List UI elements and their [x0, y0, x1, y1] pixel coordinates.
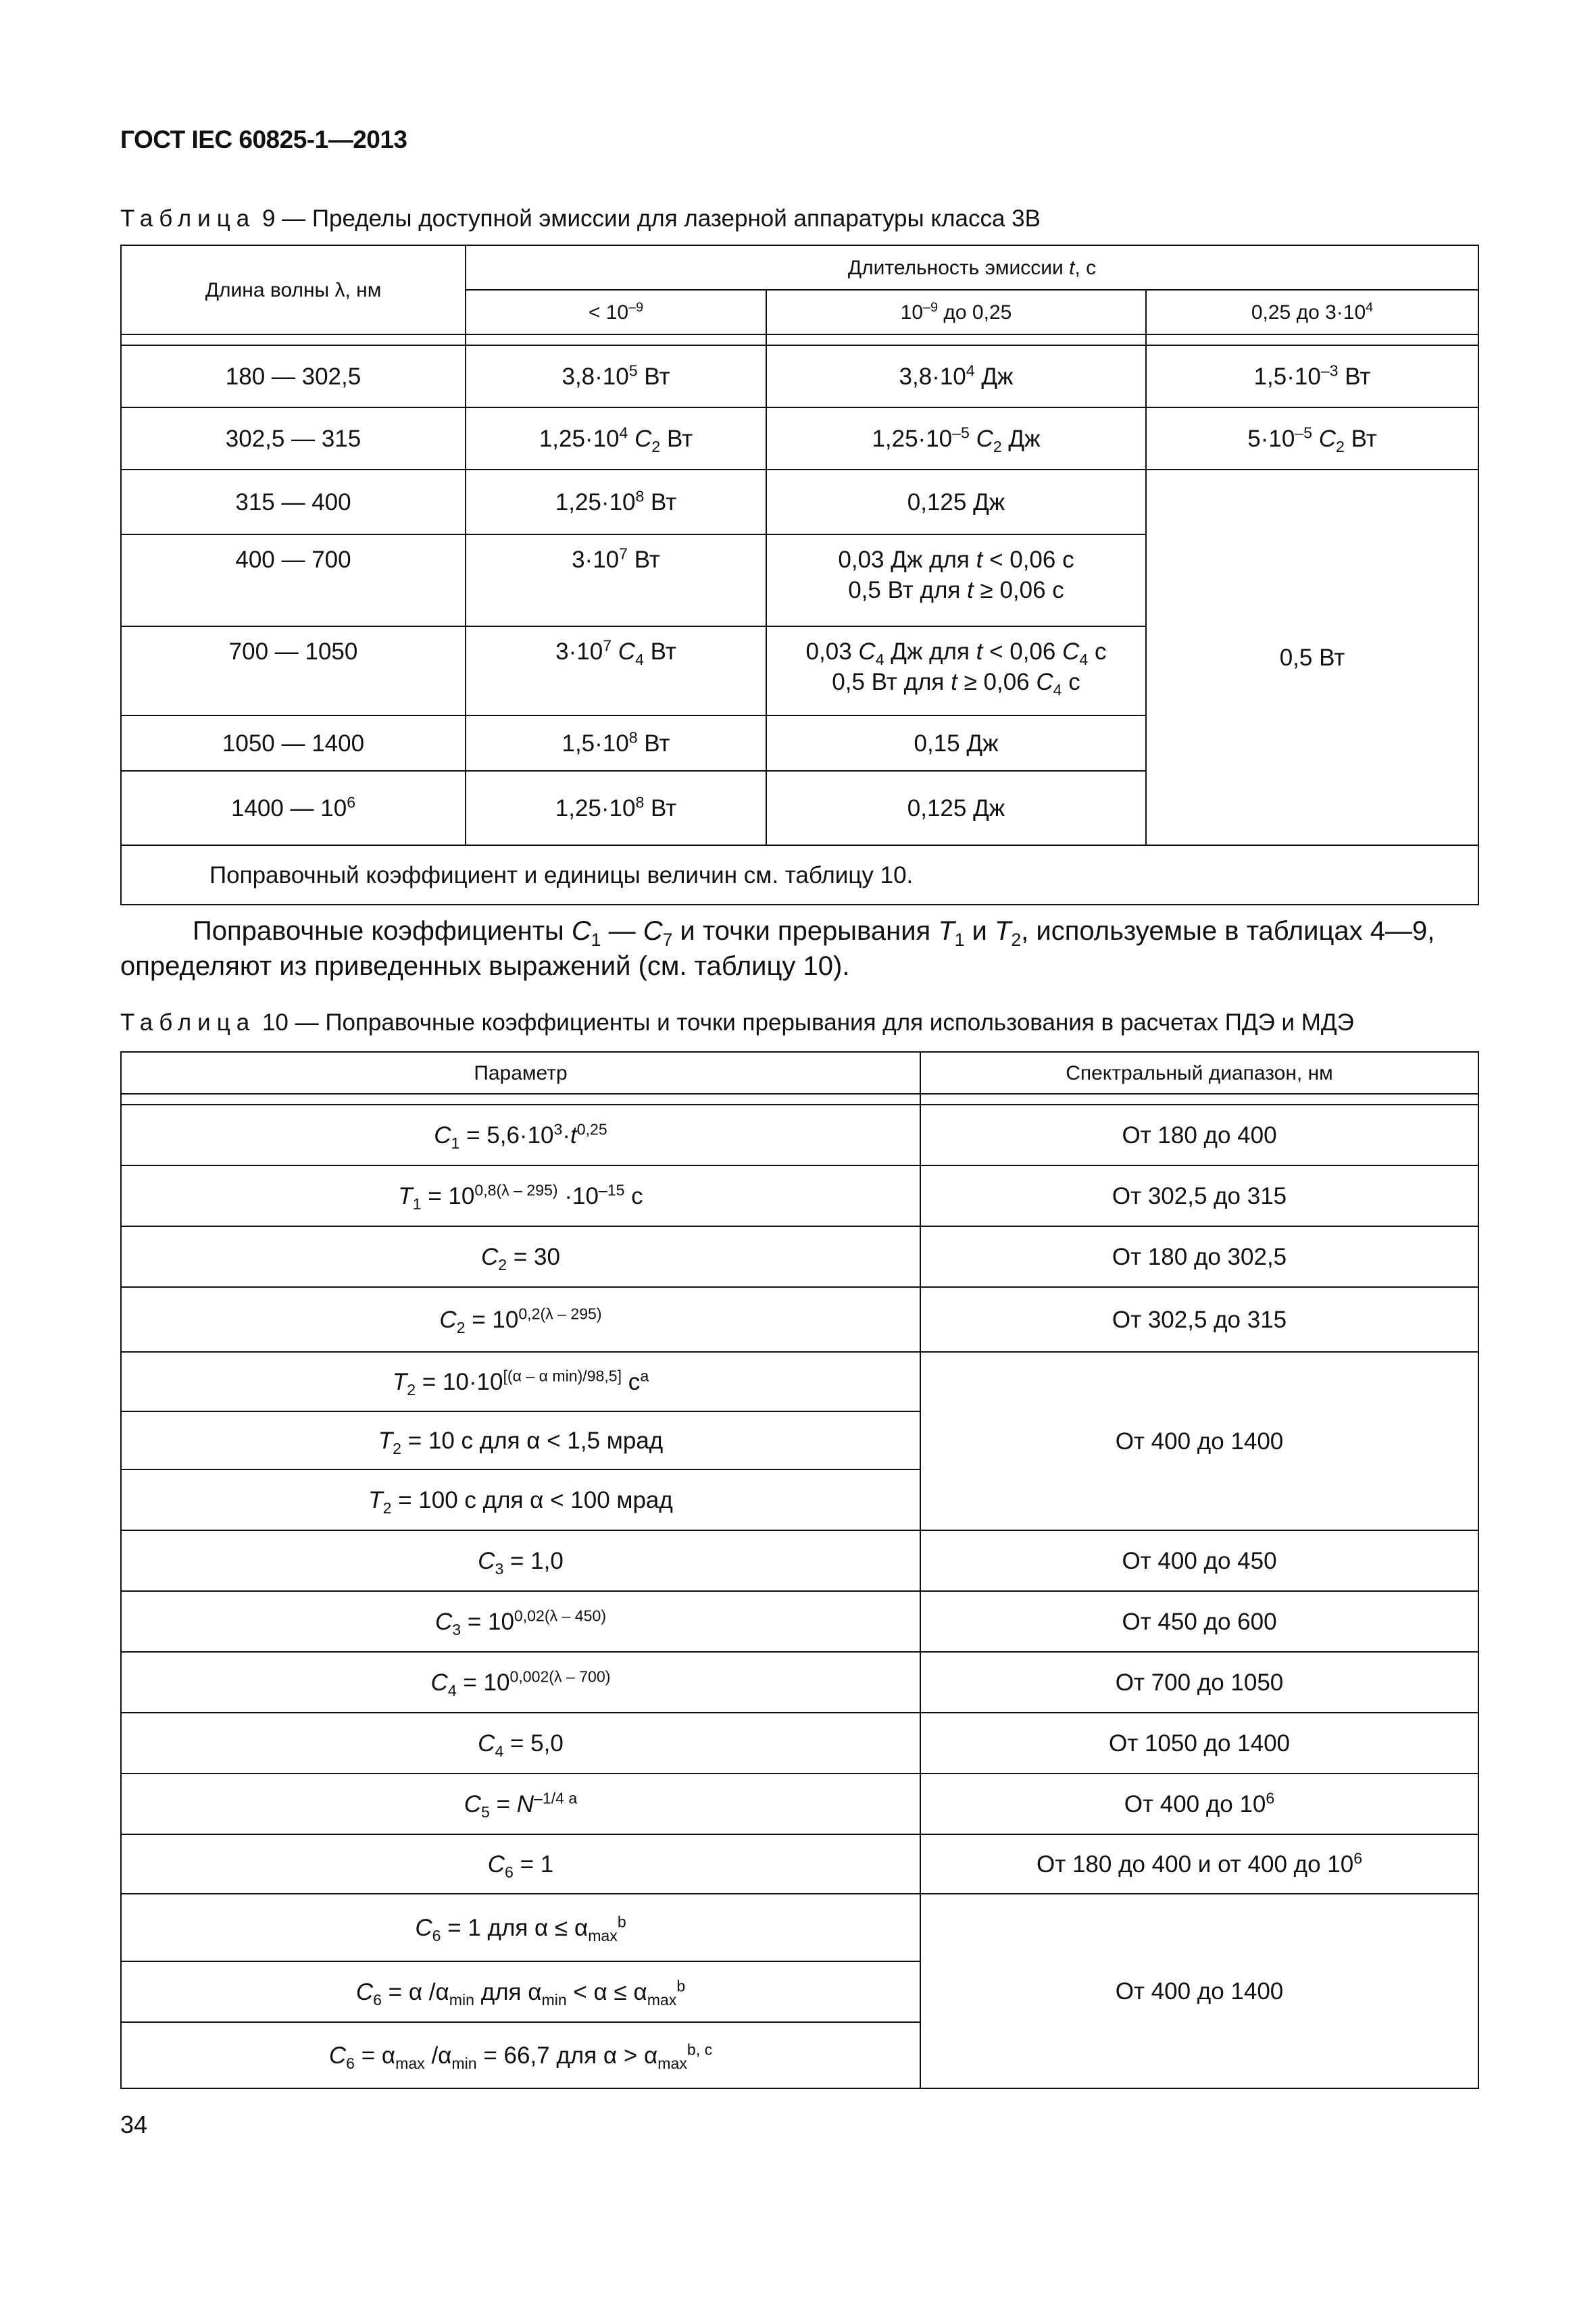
table-row [121, 1834, 1478, 1894]
document-header: ГОСТ IEC 60825-1—2013 [120, 126, 407, 153]
parameter-cell: $C_5 = N^{-1/4 a}$ [121, 1774, 920, 1834]
wavelength-cell: 315 — 400 [121, 470, 466, 534]
value-cell: $3,8\cdot 10^5$ Вт [466, 345, 766, 407]
table-row [121, 1652, 1478, 1713]
value-line: 0,03 Дж для t < 0,06 с [838, 547, 1074, 573]
table-10-header-row [121, 1052, 1478, 1094]
value-cell: 0,125 Дж [766, 771, 1146, 845]
parameter-cell: $C_3 = 1,0$ [121, 1530, 920, 1591]
wavelength-cell: 1400 — $10^6$ [121, 771, 466, 845]
range-cell: От 450 до 600 [920, 1591, 1478, 1652]
merged-value-cell: 0,5 Вт [1146, 470, 1478, 845]
value-line: 0,5 Вт для t ≥ 0,06 $C_4$ с [832, 669, 1080, 699]
body-paragraph: Поправочные коэффициенты $C_1$ — $C_7$ и точки прерывания $T_1$ и $T_2$, используемые в таблицах 4—9, определяют из приведенных выражений (см. таблицу 10). [120, 916, 1435, 981]
value-cell: $3\cdot 10^7$ $C_4$ Вт [466, 626, 766, 715]
wavelength-cell: 400 — 700 [121, 534, 466, 626]
wavelength-cell: 180 — 302,5 [121, 345, 466, 407]
range-cell: От 400 до 450 [920, 1530, 1478, 1591]
range-cell: От 400 до $10^6$ [920, 1774, 1478, 1834]
table-row [121, 1894, 1478, 1961]
parameter-cell: $C_6 = 1$ для $\alpha \le \alpha_{max}^b$ [121, 1894, 920, 1961]
table-9-note-row [121, 845, 1478, 905]
col2-text: 10 [900, 301, 924, 324]
table-9-header-separator [121, 334, 1478, 345]
col2-exp: –9 [923, 299, 939, 315]
value-cell: $5\cdot 10^{-5}$ $C_2$ Вт [1146, 407, 1478, 470]
value-line: 0,5 Вт для t ≥ 0,06 с [848, 577, 1064, 603]
col1-exp: –9 [628, 299, 644, 315]
table-9-caption [120, 205, 1041, 232]
parameter-cell: $C_6 = \alpha$ $/\alpha_{min}$ для $\alpha_{min} < \alpha \le \alpha_{max}^b$ [121, 1961, 920, 2022]
duration-prefix: Длительность эмиссии [847, 256, 1070, 279]
parameter-cell: $C_1 = 5,6\cdot 10^3\cdot t^{0,25}$ [121, 1105, 920, 1165]
col3-exp: 4 [1366, 299, 1374, 315]
range-cell: От 400 до 1400 [920, 1352, 1478, 1530]
parameter-cell: $T_2 = 100$ с для α < 100 мрад [121, 1469, 920, 1530]
table-row [121, 407, 1478, 470]
value-cell: $1,25\cdot 10^8$ Вт [466, 771, 766, 845]
col1-text: < 10 [588, 301, 629, 324]
range-cell: От 180 до 302,5 [920, 1226, 1478, 1287]
table-10-caption-text: 10 — Поправочные коэффициенты и точки прерывания для использования в расчетах ПДЭ и МДЭ [255, 1009, 1354, 1036]
parameter-cell: $T_2 = 10\cdot 10[(\alpha - \alpha \min)/98,5]$ $с^a$ [121, 1352, 920, 1411]
table-row [121, 1165, 1478, 1226]
duration-suffix: , с [1074, 256, 1097, 279]
table-9-caption-text: 9 — Пределы доступной эмиссии для лазерной аппаратуры класса 3B [255, 205, 1041, 232]
table-row [121, 1352, 1478, 1411]
table-9-col-1-header [466, 290, 766, 334]
table-10 [120, 1051, 1479, 2089]
parameter-cell: $C_3 = 10^{0,02(\lambda - 450)}$ [121, 1591, 920, 1652]
parameter-cell: $C_4 = 10^{0,002(\lambda - 700)}$ [121, 1652, 920, 1713]
table-row [121, 470, 1478, 534]
range-cell: От 180 до 400 и от 400 до $10^6$ [920, 1834, 1478, 1894]
parameter-cell: $C_4 = 5,0$ [121, 1713, 920, 1774]
range-cell: От 400 до 1400 [920, 1894, 1478, 2088]
table-row [121, 1287, 1478, 1352]
parameter-cell: $C_2 = 10^{0,2(\lambda - 295)}$ [121, 1287, 920, 1352]
value-cell: $1,25\cdot 10^{-5}$ $C_2$ Дж [766, 407, 1146, 470]
page-number: 34 [120, 2111, 148, 2138]
parameter-cell: $C_6 = \alpha_{max}$ $/\alpha_{min} = 66,7$ для $\alpha > \alpha_{max}^{b, c}$ [121, 2022, 920, 2088]
range-header: Спектральный диапазон, нм [920, 1052, 1478, 1094]
value-cell: $3,8\cdot 10^4$ Дж [766, 345, 1146, 407]
table-9-duration-header [466, 245, 1478, 290]
duration-var: t [1069, 256, 1075, 279]
table-9-col-3-header [1146, 290, 1478, 334]
table-10-caption [120, 1009, 1354, 1036]
parameter-cell: $T_1 = 10^{0,8(\lambda - 295)} \cdot 10^{-15}$ с [121, 1165, 920, 1226]
range-cell: От 302,5 до 315 [920, 1287, 1478, 1352]
value-cell: 0,125 Дж [766, 470, 1146, 534]
range-cell: От 180 до 400 [920, 1105, 1478, 1165]
table-9-caption-word: Таблица [120, 205, 256, 232]
table-row [121, 1591, 1478, 1652]
table-row [121, 345, 1478, 407]
range-cell: От 1050 до 1400 [920, 1713, 1478, 1774]
table-9-header-row [121, 245, 1478, 290]
value-cell: 0,15 Дж [766, 715, 1146, 771]
wavelength-cell: 1050 — 1400 [121, 715, 466, 771]
col2-post: до 0,25 [938, 301, 1012, 324]
table-row [121, 1713, 1478, 1774]
parameter-header: Параметр [121, 1052, 920, 1094]
table-9-note: Поправочный коэффициент и единицы величин см. таблицу 10. [121, 845, 1478, 905]
range-cell: От 700 до 1050 [920, 1652, 1478, 1713]
value-cell: $1,5\cdot 10^8$ Вт [466, 715, 766, 771]
parameter-cell: $T_2 = 10$ с для α < 1,5 мрад [121, 1411, 920, 1469]
table-row [121, 1774, 1478, 1834]
wavelength-cell: 302,5 — 315 [121, 407, 466, 470]
table-10-caption-word: Таблица [120, 1009, 256, 1036]
table-9 [120, 245, 1479, 905]
parameter-cell: $C_6 = 1$ [121, 1834, 920, 1894]
value-cell: $3\cdot 10^7$ Вт [466, 534, 766, 626]
table-9-col-2-header [766, 290, 1146, 334]
value-cell [766, 534, 1146, 626]
table-row [121, 1530, 1478, 1591]
value-cell: $1,5\cdot 10^{-3}$ Вт [1146, 345, 1478, 407]
value-cell: $1,25\cdot 10^8$ Вт [466, 470, 766, 534]
value-cell: $1,25\cdot 10^4$ $C_2$ Вт [466, 407, 766, 470]
table-row [121, 1226, 1478, 1287]
wavelength-cell: 700 — 1050 [121, 626, 466, 715]
range-cell: От 302,5 до 315 [920, 1165, 1478, 1226]
table-row [121, 1105, 1478, 1165]
table-10-header-separator [121, 1094, 1478, 1105]
value-cell [766, 626, 1146, 715]
value-line: 0,03 $C_4$ Дж для t < 0,06 $C_4$ с [805, 638, 1107, 668]
table-9-wavelength-header: Длина волны λ, нм [121, 245, 466, 334]
parameter-cell: $C_2 = 30$ [121, 1226, 920, 1287]
col3-text: 0,25 до 3·10 [1251, 301, 1366, 324]
